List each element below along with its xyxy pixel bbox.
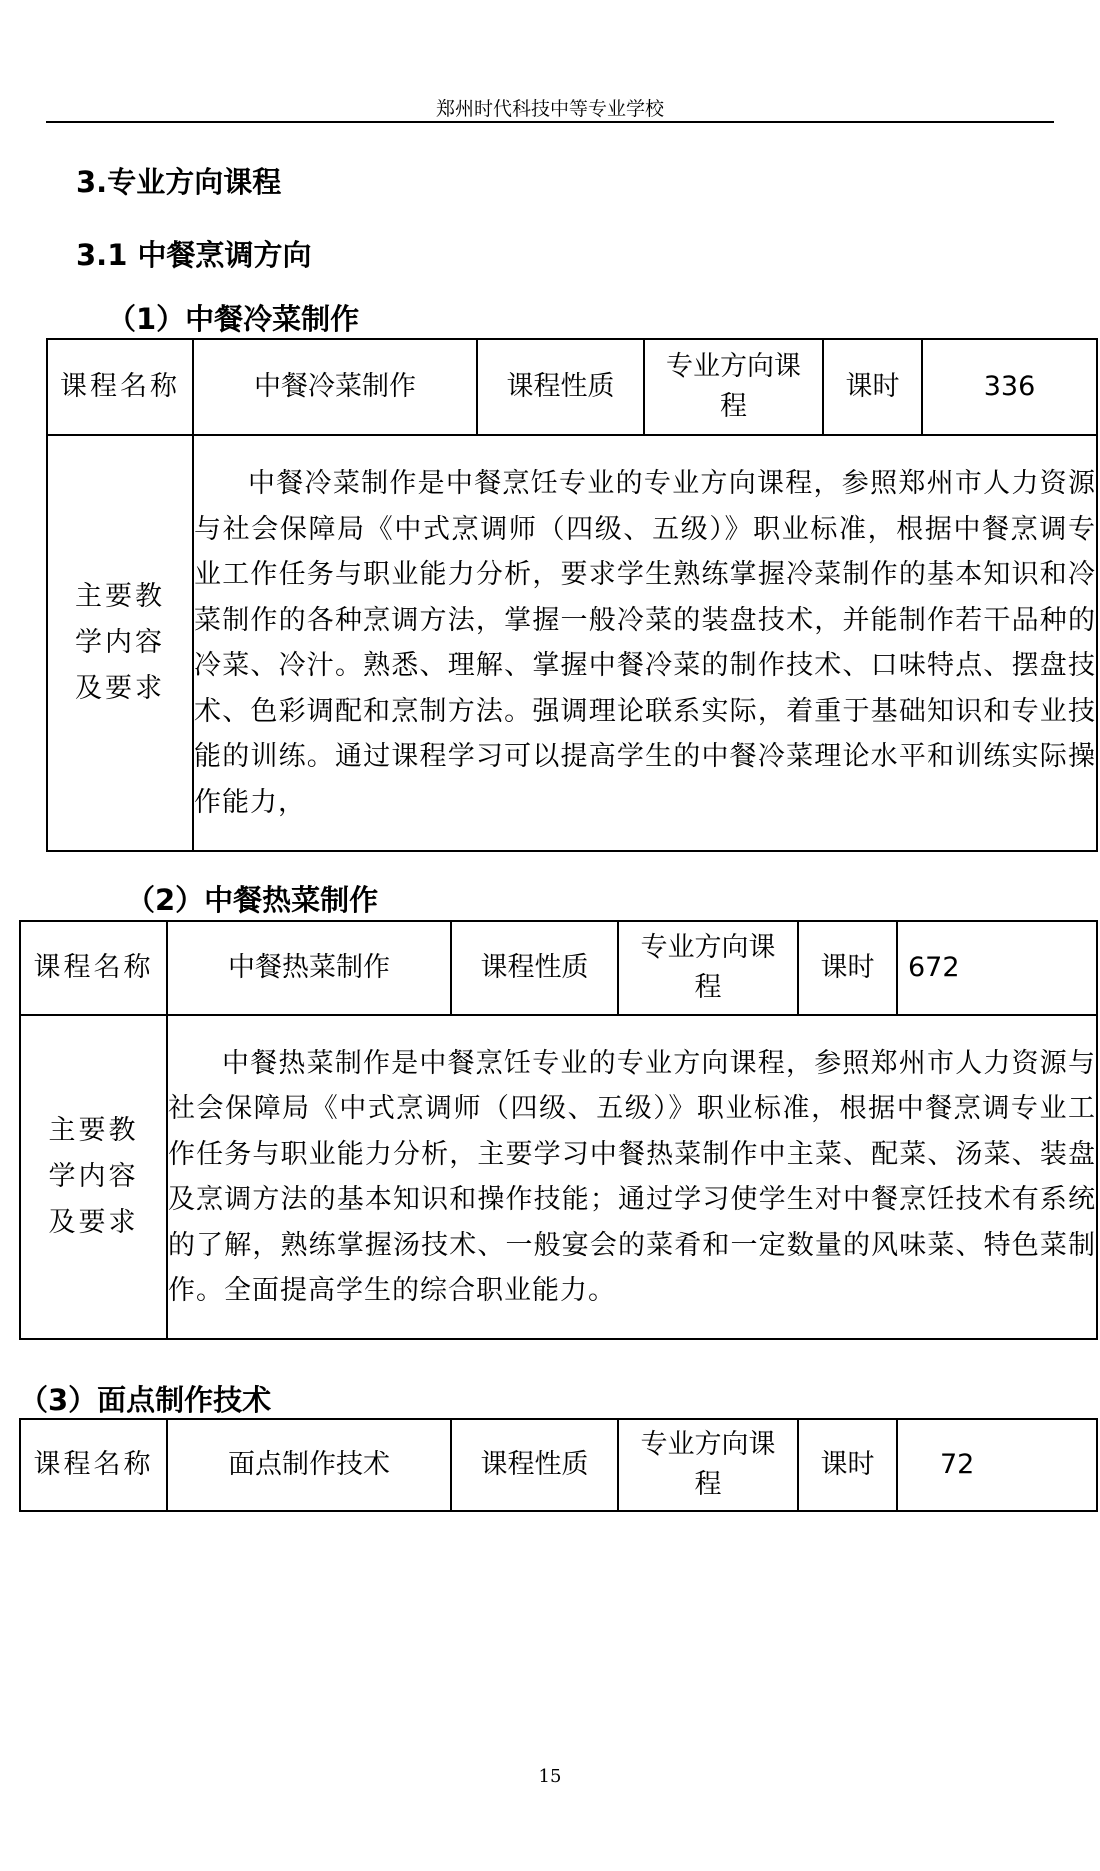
course-name-value: 中餐热菜制作 [167, 921, 451, 1015]
course-name-label: 课程名称 [20, 1419, 167, 1511]
course-name-value: 面点制作技术 [167, 1419, 451, 1511]
course-nature-label: 课程性质 [451, 1419, 618, 1511]
course-content-row [20, 1015, 1097, 1339]
page-header-school: 郑州时代科技中等专业学校 [435, 98, 664, 120]
course-table-3 [19, 1418, 1098, 1512]
course-heading-1: （1）中餐冷菜制作 [107, 302, 360, 336]
course-content-text: 中餐热菜制作是中餐烹饪专业的专业方向课程，参照郑州市人力资源与社会保障局《中式烹调师（四级、五级）》职业标准，根据中餐烹调专业工作任务与职业能力分析，主要学习中餐热菜制作中主菜、配菜、汤菜、装盘及烹调方法的基本知识和操作技能；通过学习使学生对中餐烹饪技术有系统的了解，熟练掌握汤技术、一般宴会的菜肴和一定数量的风味菜、特色菜制作。全面提高学生的综合职业能力。 [168, 1047, 1096, 1306]
course-nature-value: 专业方向课程 [644, 339, 823, 435]
course-content-label: 主要教学内容及要求 [20, 1015, 167, 1339]
course-hours-label: 课时 [798, 1419, 897, 1511]
course-info-row [20, 1419, 1097, 1511]
course-content-label: 主要教学内容及要求 [47, 435, 193, 851]
course-hours-value: 72 [897, 1419, 1097, 1511]
course-heading-2: （2）中餐热菜制作 [126, 883, 379, 917]
course-nature-label: 课程性质 [477, 339, 644, 435]
course-info-row [20, 921, 1097, 1015]
course-content-text: 中餐冷菜制作是中餐烹饪专业的专业方向课程，参照郑州市人力资源与社会保障局《中式烹调师（四级、五级）》职业标准，根据中餐烹调专业工作任务与职业能力分析，要求学生熟练掌握冷菜制作的基本知识和冷菜制作的各种烹调方法，掌握一般冷菜的装盘技术，并能制作若干品种的冷菜、冷汁。熟悉、理解、掌握中餐冷菜的制作技术、口味特点、摆盘技术、色彩调配和烹制方法。强调理论联系实际，着重于基础知识和专业技能的训练。通过课程学习可以提高学生的中餐冷菜理论水平和训练实际操作能力， [194, 468, 1096, 818]
course-hours-label: 课时 [823, 339, 922, 435]
section-subtitle: 3.1 中餐烹调方向 [76, 238, 312, 272]
course-nature-value: 专业方向课程 [618, 921, 798, 1015]
course-heading-3: （3）面点制作技术 [19, 1383, 272, 1417]
course-hours-value: 672 [897, 921, 1097, 1015]
course-hours-value: 336 [922, 339, 1097, 435]
course-nature-value: 专业方向课程 [618, 1419, 798, 1511]
header-divider [46, 121, 1054, 123]
page-number: 15 [538, 1766, 562, 1787]
course-table-1 [46, 338, 1098, 852]
course-table-2 [19, 920, 1098, 1340]
course-content-cell [193, 435, 1097, 851]
course-name-value: 中餐冷菜制作 [193, 339, 477, 435]
course-name-label: 课程名称 [47, 339, 193, 435]
course-nature-label: 课程性质 [451, 921, 618, 1015]
course-hours-label: 课时 [798, 921, 897, 1015]
course-info-row [47, 339, 1097, 435]
course-content-row [47, 435, 1097, 851]
section-title: 3.专业方向课程 [76, 165, 282, 199]
course-name-label: 课程名称 [20, 921, 167, 1015]
course-content-cell [167, 1015, 1097, 1339]
